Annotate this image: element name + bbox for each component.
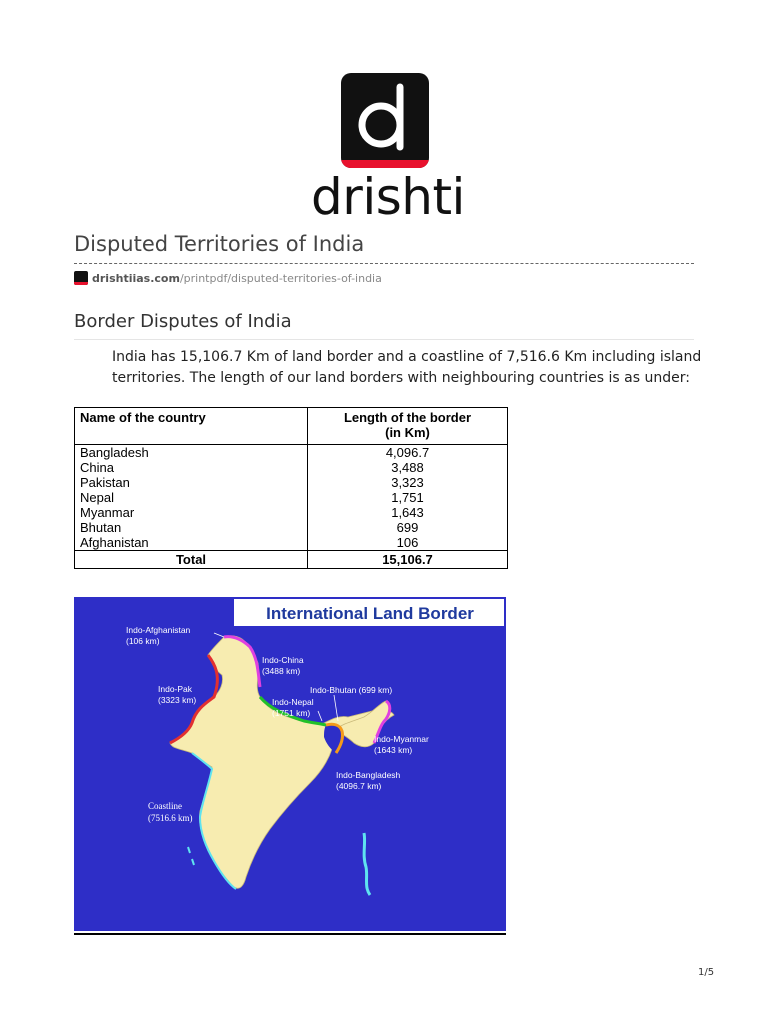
table-row [75,475,508,490]
label-indo-myanmar: Indo-Myanmar [374,734,429,744]
label-indo-pak-length: (3323 km) [158,695,197,705]
border-length-table [74,407,508,569]
country-cell: Pakistan [75,475,308,490]
source-path[interactable]: /printpdf/disputed-territories-of-india [179,271,382,285]
page-number: 1/5 [698,967,715,978]
drishti-wordmark: drishti [311,168,465,226]
table-row [75,445,508,461]
country-cell: China [75,460,308,475]
table-row [75,490,508,505]
label-coastline-length: (7516.6 km) [148,813,193,823]
label-indo-china-length: (3488 km) [262,666,301,676]
intro-paragraph: India has 15,106.7 Km of land border and a coastline of 7,516.6 Km including island territories. The length of our land borders with neighbouring countries is as under: [112,349,702,386]
map-title: International Land Border [266,604,474,623]
column-header-country: Name of the country [75,408,308,445]
title-divider [74,263,694,264]
label-indo-bangladesh-length: (4096.7 km) [336,781,382,791]
label-indo-nepal: Indo-Nepal [272,697,314,707]
drishti-d-icon [341,73,429,168]
map-underline [74,933,506,935]
table-row [75,535,508,551]
table-row [75,520,508,535]
label-indo-nepal-length: (1751 km) [272,708,311,718]
table-header-row [75,408,508,445]
country-cell: Nepal [75,490,308,505]
length-cell: 3,488 [308,460,508,475]
length-cell: 106 [308,535,508,551]
label-indo-myanmar-length: (1643 km) [374,745,413,755]
label-indo-bhutan: Indo-Bhutan (699 km) [310,685,393,695]
source-link[interactable] [74,270,382,286]
total-value: 15,106.7 [308,551,508,569]
country-cell: Afghanistan [75,535,308,551]
label-indo-bangladesh: Indo-Bangladesh [336,770,401,780]
logo-accent-bar [341,160,429,168]
column-header-length-unit: (in Km) [385,425,430,440]
table-row [75,460,508,475]
table-row [75,505,508,520]
table-total-row [75,551,508,569]
country-cell: Bhutan [75,520,308,535]
source-domain[interactable]: drishtiias.com [92,271,180,285]
section-title: Border Disputes of India [74,311,292,332]
length-cell: 699 [308,520,508,535]
label-indo-china: Indo-China [262,655,304,665]
section-divider [74,339,694,340]
country-cell: Bangladesh [75,445,308,461]
length-cell: 4,096.7 [308,445,508,461]
label-indo-afghanistan-length: (106 km) [126,636,160,646]
total-label: Total [75,551,308,569]
length-cell: 3,323 [308,475,508,490]
map-graphic [74,597,506,931]
page-title: Disputed Territories of India [74,232,365,256]
drishti-logo-tile [341,73,429,168]
length-cell: 1,751 [308,490,508,505]
label-indo-pak: Indo-Pak [158,684,193,694]
india-border-map [74,597,506,931]
column-header-length-line1: Length of the border [343,410,472,425]
drishti-favicon-icon [74,271,88,285]
column-header-length [308,408,508,445]
length-cell: 1,643 [308,505,508,520]
label-coastline: Coastline [148,801,182,811]
country-cell: Myanmar [75,505,308,520]
label-indo-afghanistan: Indo-Afghanistan [126,625,191,635]
